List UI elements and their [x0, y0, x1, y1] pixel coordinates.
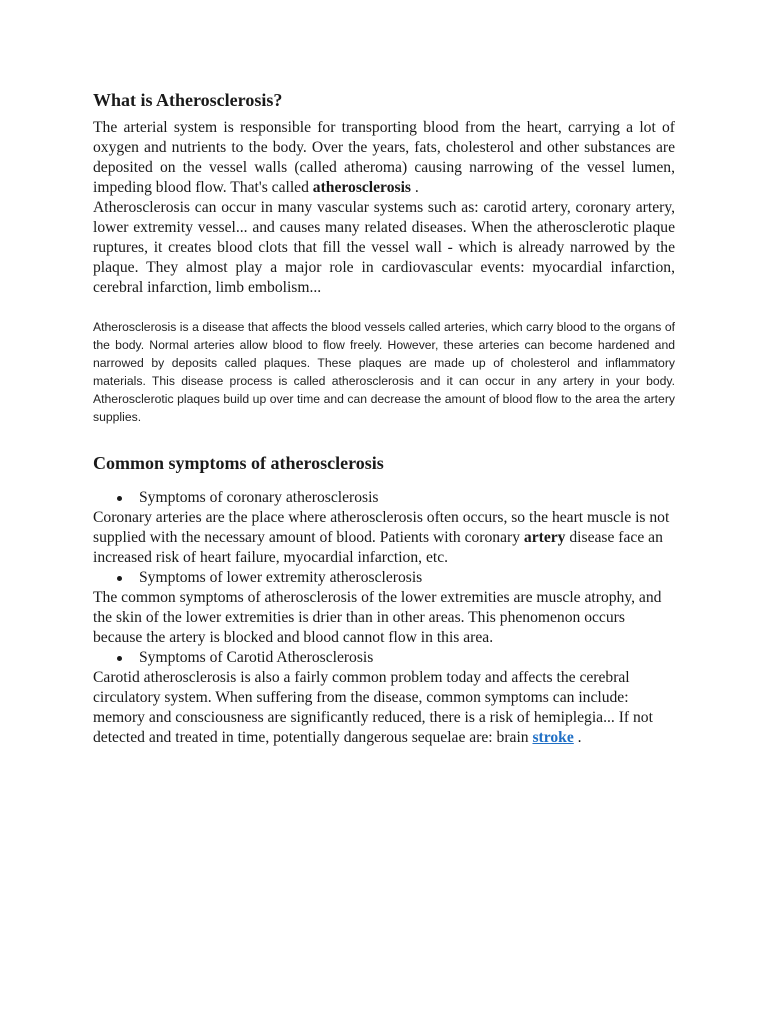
bullet-lower-extremity: Symptoms of lower extremity atherosclerosis	[93, 568, 675, 588]
intro-bold-term: atherosclerosis	[312, 179, 411, 196]
carotid-text: Carotid atherosclerosis is also a fairly common problem today and affects the cerebral circulatory system. When suffering from the disease, common symptoms can include: memory and consciousness are significantly reduced, there is a risk of hemiplegia... If not detected and treated in time, potentially dangerous sequelae are: brain	[93, 669, 653, 746]
bullet-coronary: Symptoms of coronary atherosclerosis	[93, 488, 675, 508]
intro-paragraph	[93, 118, 675, 198]
definition-paragraph: Atherosclerosis is a disease that affects the blood vessels called arteries, which carry blood to the organs of the body. Normal arteries allow blood to flow freely. However, these arteries can become hardened and narrowed by deposits called plaques. These plaques are made up of cholesterol and inflammatory materials. This disease process is called atherosclerosis and it can occur in any artery in your body. Atherosclerotic plaques build up over time and can decrease the amount of blood flow to the area the artery supplies.	[93, 320, 675, 424]
document-content	[93, 88, 675, 748]
bullet-carotid: Symptoms of Carotid Atherosclerosis	[93, 648, 675, 668]
lower-extremity-paragraph: The common symptoms of atherosclerosis of the lower extremities are muscle atrophy, and the skin of the lower extremities is drier than in other areas. This phenomenon occurs because the artery is blocked and blood cannot flow in this area.	[93, 589, 662, 646]
stroke-link[interactable]: stroke	[532, 729, 574, 746]
coronary-text: Coronary arteries are the place where atherosclerosis often occurs, so the heart muscle is not supplied with the necessary amount of blood. Patients with coronary	[93, 509, 670, 546]
bullet-list-lower	[93, 568, 675, 588]
intro-end: .	[410, 179, 419, 196]
coronary-paragraph	[93, 508, 675, 568]
coronary-end: disease face an increased risk of heart failure, myocardial infarction, etc.	[93, 529, 663, 566]
symptoms-heading: Common symptoms of atherosclerosis	[93, 453, 384, 473]
intro-text: The arterial system is responsible for transporting blood from the heart, carrying a lot of oxygen and nutrients to the body. Over the years, fats, cholesterol and other substances are deposited on the vessel walls (called atheroma) causing narrowing of the vessel lumen, impeding blood flow. That's called	[93, 119, 675, 196]
bullet-list-carotid	[93, 648, 675, 668]
carotid-paragraph	[93, 668, 675, 748]
carotid-end: .	[573, 729, 582, 746]
coronary-bold-term: artery	[523, 529, 566, 546]
vascular-paragraph: Atherosclerosis can occur in many vascular systems such as: carotid artery, coronary artery, lower extremity vessel... and causes many related diseases. When the atherosclerotic plaque ruptures, it creates blood clots that fill the vessel wall - which is already narrowed by the plaque. They almost play a major role in cardiovascular events: myocardial infarction, cerebral infarction, limb embolism...	[93, 199, 675, 296]
page-title: What is Atherosclerosis?	[93, 90, 283, 110]
bullet-list-coronary	[93, 488, 675, 508]
